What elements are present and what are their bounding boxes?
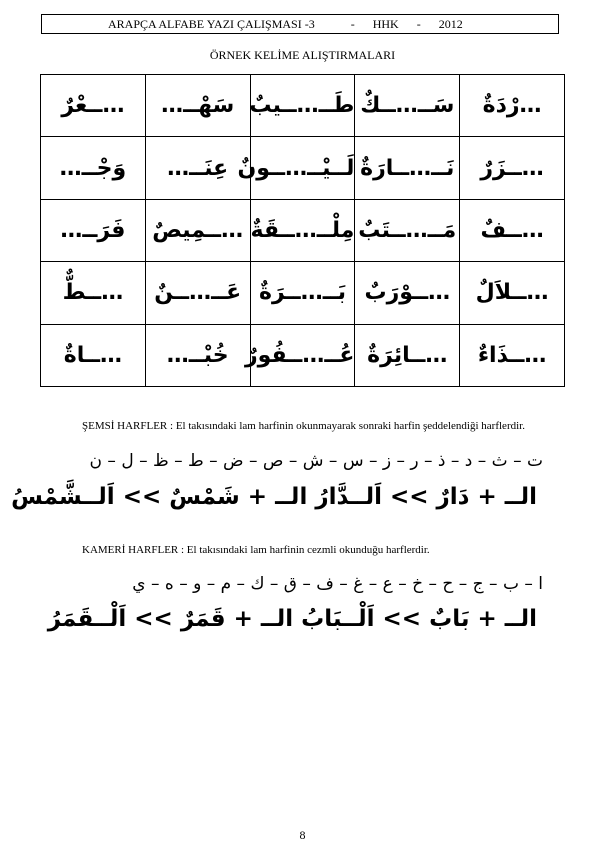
table-cell: …ــمِيصٌ [145,199,250,261]
table-cell: بَــ…ــرَةٌ [250,262,355,324]
table-cell: …ــعْرٌ [41,75,146,137]
table-cell: …ــفٌ [460,199,565,261]
table-cell: وَجْــ… [41,137,146,199]
qamari-example: الــ + بَابٌ >> اَلْــبَابُ الــ + قَمَرٌ >> اَلْــقَمَرُ [47,606,537,632]
word-exercise-table [40,74,565,387]
table-cell: لَــيْــ…ــونٌ [250,137,355,199]
table-cell: …ــذَاءٌ [460,324,565,386]
table-cell: …ــطٌّ [41,262,146,324]
table-cell: عُــ…ــفُورٌ [250,324,355,386]
table-cell: …ــلاَلٌ [460,262,565,324]
table-cell: خُبْــ… [145,324,250,386]
table-row [41,199,565,261]
header-org: HHK [372,16,399,31]
header-title-box [41,14,559,34]
header-separator: - [416,16,421,31]
table-cell: …ــوْرَبٌ [355,262,460,324]
table-cell: مِلْــ…ــقَةٌ [250,199,355,261]
shamsi-letters: ت – ث – د – ذ – ر – ز – س – ش – ص – ض – ط – ظ – ل – ن [89,451,543,471]
table-cell: …رْدَةٌ [460,75,565,137]
header-year: 2012 [438,16,463,31]
table-cell: عَــ…ــنٌ [145,262,250,324]
table-row [41,75,565,137]
table-cell: …ــائِرَةٌ [355,324,460,386]
table-row [41,324,565,386]
table-row [41,137,565,199]
shamsi-note: ŞEMSİ HARFLER : El takısındaki lam harfinin okunmayarak sonraki harfin şeddelendiği harflerdir. [82,420,525,432]
table-cell: سَهْــ… [145,75,250,137]
table-cell: …ــاةٌ [41,324,146,386]
table-cell: طَــ…ــيبٌ [250,75,355,137]
page-number: 8 [299,828,306,842]
table-row [41,262,565,324]
qamari-letters: ا – ب – ج – ح – خ – ع – غ – ف – ق – ك – م – و – ه – ي [132,574,543,594]
section-subtitle: ÖRNEK KELİME ALIŞTIRMALARI [209,48,396,62]
table-cell: …ــزَرٌ [460,137,565,199]
shamsi-example: الــ + دَارٌ >> اَلــدَّارُ الــ + شَمْسٌ >> اَلــشَّمْسُ [11,484,537,510]
header-separator: - [350,16,355,31]
table-cell: سَــ…ــكٌ [355,75,460,137]
table-cell: عِنَــ… [145,137,250,199]
table-cell: فَرَــ… [41,199,146,261]
qamari-note: KAMERİ HARFLER : El takısındaki lam harfinin cezmli okunduğu harflerdir. [82,544,430,556]
table-cell: نَــ…ــارَةٌ [355,137,460,199]
table-cell: مَــ…ــتَبٌ [355,199,460,261]
header-title: ARAPÇA ALFABE YAZI ÇALIŞMASI -3 [108,16,315,31]
